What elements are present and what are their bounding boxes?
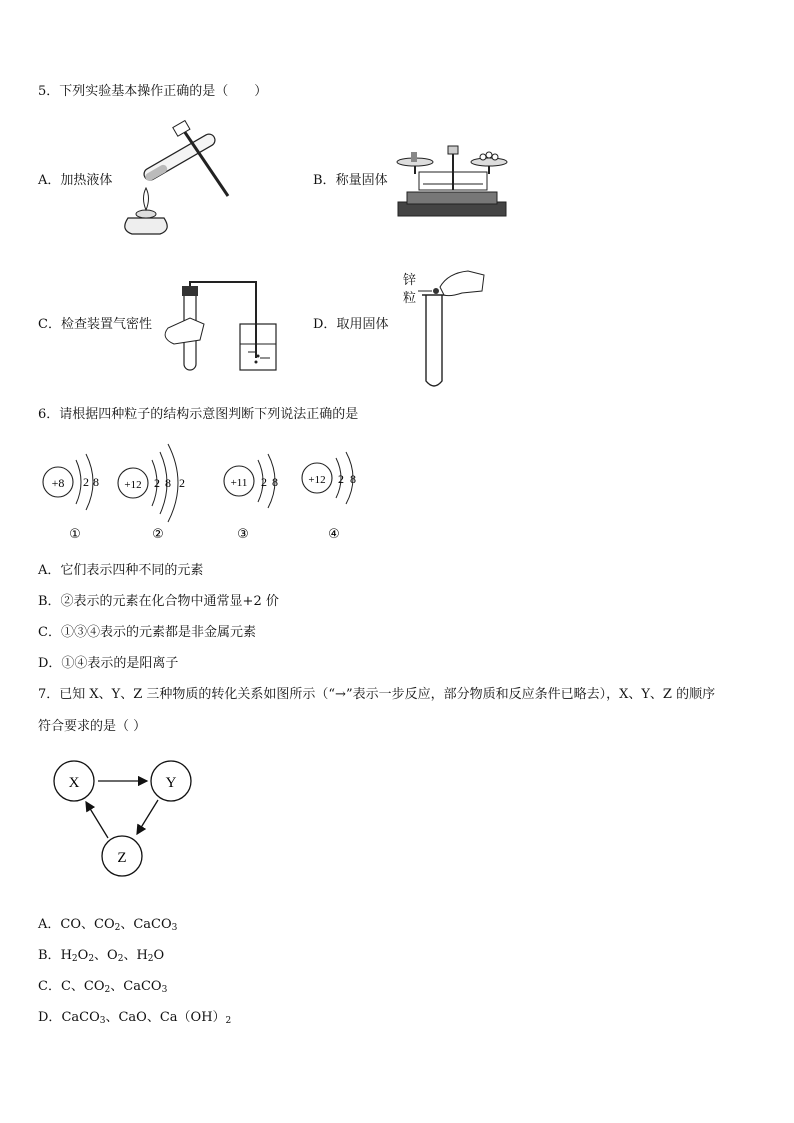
formula-subscript: 2 (104, 985, 111, 995)
particle-1-shell-2: 8 (93, 475, 99, 489)
particle-4 (302, 452, 356, 504)
formula-subscript: 2 (71, 954, 78, 964)
q6-option-d: D．①④表示的是阳离子 (38, 656, 179, 671)
formula-subscript: 2 (117, 954, 124, 964)
formula-subscript: 2 (147, 954, 154, 964)
q5-option-a (38, 174, 112, 187)
q7-option-c (38, 980, 167, 995)
particle-2-shell-2: 8 (165, 476, 171, 490)
particle-1 (43, 454, 99, 510)
option-text: 加热液体 (60, 173, 113, 188)
formula-part: 、O (94, 948, 118, 963)
option-text: 检查装置气密性 (60, 317, 152, 332)
formula-subscript: 3 (171, 923, 178, 933)
q7-option-a (38, 918, 177, 933)
option-letter: D． (38, 1010, 62, 1025)
option-text: 称量固体 (335, 173, 388, 188)
particle-3-mark: ③ (237, 527, 249, 542)
q6-option-b: B．②表示的元素在化合物中通常显+2 价 (38, 594, 279, 609)
option-letter: B． (38, 948, 61, 963)
formula-part: O (153, 948, 165, 963)
particle-4-nucleus: +12 (308, 474, 326, 486)
option-letter: C． (38, 317, 61, 332)
node-z-label: Z (117, 850, 127, 866)
formula-part: C、CO (60, 979, 105, 994)
xyz-conversion-diagram (40, 752, 200, 882)
node-x-label: X (68, 775, 80, 791)
formula-part: 、CaCO (110, 979, 162, 994)
zinc-label-1: 锌 (403, 273, 417, 288)
heating-liquid-illustration (110, 118, 235, 238)
particle-2-shell-1: 2 (154, 476, 160, 490)
q7-option-b (38, 949, 164, 964)
option-letter: B． (313, 173, 336, 188)
particle-2-shell-3: 2 (179, 476, 185, 490)
formula-part: H (60, 948, 72, 963)
particle-1-shell-1: 2 (83, 475, 89, 489)
formula-subscript: 3 (99, 1016, 106, 1026)
q6-option-c: C．①③④表示的元素都是非金属元素 (38, 625, 256, 640)
formula-subscript: 3 (161, 985, 168, 995)
particle-2-mark: ② (152, 527, 164, 542)
particle-3-shell-1: 2 (261, 475, 267, 489)
formula-part: O (77, 948, 89, 963)
q7-option-d (38, 1011, 231, 1026)
formula-part: CaCO (61, 1010, 100, 1025)
zinc-label-2: 粒 (403, 291, 417, 306)
formula-part: 、CaO、Ca（OH） (105, 1010, 226, 1025)
particle-2-nucleus: +12 (124, 479, 142, 491)
particle-4-mark: ④ (328, 527, 340, 542)
question-7-stem-line-1: 7．已知 X、Y、Z 三种物质的转化关系如图所示（“→”表示一步反应，部分物质和反应条件已略去），X、Y、Z 的顺序 (38, 687, 716, 702)
formula-part: 、CaCO (120, 917, 172, 932)
particle-2 (118, 444, 185, 522)
particle-3-shell-2: 8 (272, 475, 278, 489)
particle-1-mark: ① (69, 527, 81, 542)
formula-subscript: 2 (88, 954, 95, 964)
question-5-stem: 5．下列实验基本操作正确的是（ ） (38, 84, 268, 99)
formula-subscript: 2 (114, 923, 121, 933)
option-letter: A． (38, 173, 61, 188)
particle-diagrams (0, 440, 794, 550)
arrow-z-to-x (86, 802, 108, 838)
q5-option-b (313, 174, 388, 187)
formula-part: 、H (123, 948, 148, 963)
option-letter: A． (38, 917, 61, 932)
balance-illustration (393, 140, 508, 220)
particle-4-shell-2: 8 (350, 472, 356, 486)
particle-4-shell-1: 2 (338, 472, 344, 486)
arrow-y-to-z (137, 800, 158, 834)
taking-solid-illustration (418, 265, 490, 390)
q5-option-c (38, 318, 152, 331)
q5-option-d (313, 318, 388, 331)
airtightness-check-illustration (160, 278, 285, 373)
question-7-stem-line-2: 符合要求的是（ ） (38, 719, 147, 734)
formula-subscript: 2 (225, 1016, 232, 1026)
option-letter: D． (313, 317, 337, 332)
option-letter: C． (38, 979, 61, 994)
option-text: 取用固体 (336, 317, 389, 332)
formula-part: CO、CO (60, 917, 115, 932)
node-y-label: Y (165, 775, 177, 791)
particle-3-nucleus: +11 (230, 477, 248, 489)
particle-1-nucleus: +8 (51, 476, 65, 490)
particle-3 (224, 454, 278, 508)
q6-option-a: A．它们表示四种不同的元素 (38, 563, 204, 578)
question-6-stem: 6．请根据四种粒子的结构示意图判断下列说法正确的是 (38, 407, 359, 422)
